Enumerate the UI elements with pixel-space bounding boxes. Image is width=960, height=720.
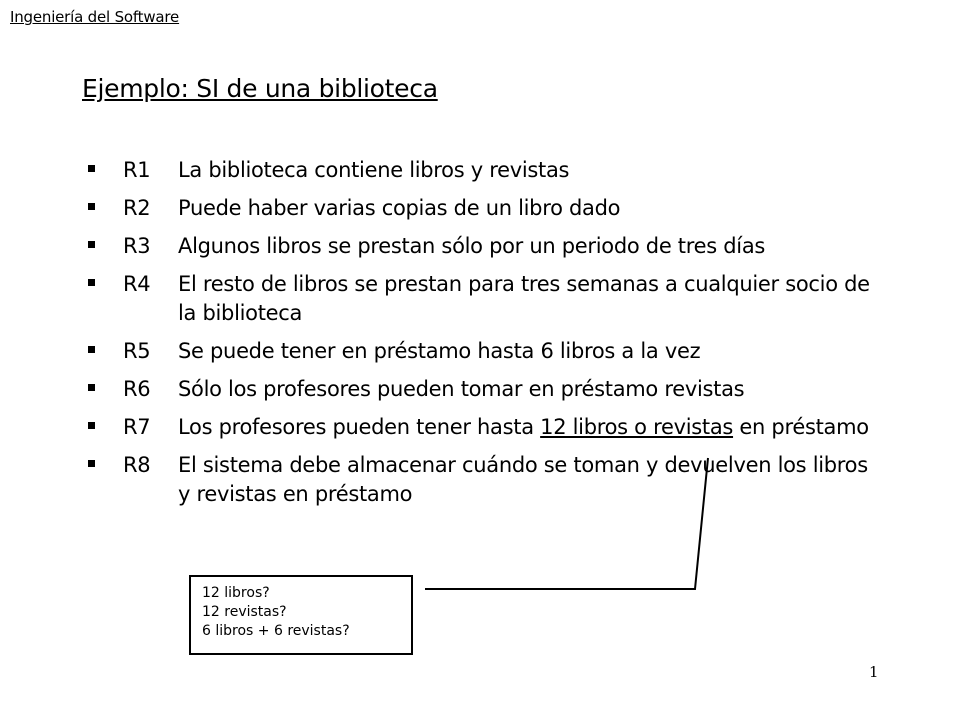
note-line: 6 libros + 6 revistas? <box>202 623 350 639</box>
requirement-r8 <box>85 451 885 509</box>
square-bullet-icon <box>85 270 123 328</box>
note-line: 12 revistas? <box>202 604 287 620</box>
note-line: 12 libros? <box>202 585 270 601</box>
square-bullet-icon <box>85 156 123 185</box>
callout-note-box <box>189 575 413 655</box>
requirement-r3 <box>85 232 885 261</box>
square-bullet-icon <box>85 413 123 442</box>
requirement-id: R8 <box>123 453 151 477</box>
requirement-id: R1 <box>123 158 151 182</box>
requirement-text-start: Los profesores pueden tener hasta <box>178 415 541 439</box>
requirement-id: R6 <box>123 377 151 401</box>
requirement-id: R4 <box>123 272 151 296</box>
requirement-text: El resto de libros se prestan para tres semanas a cualquier socio de la biblioteca <box>178 272 870 325</box>
square-bullet-icon <box>85 451 123 509</box>
requirement-text: Se puede tener en préstamo hasta 6 libros a la vez <box>178 339 701 363</box>
requirement-text: El sistema debe almacenar cuándo se toman y devuelven los libros y revistas en préstamo <box>178 453 868 506</box>
requirement-r1 <box>85 156 885 185</box>
requirement-text: Sólo los profesores pueden tomar en préstamo revistas <box>178 377 745 401</box>
requirement-r5 <box>85 337 885 366</box>
square-bullet-icon <box>85 375 123 404</box>
square-bullet-icon <box>85 232 123 261</box>
square-bullet-icon <box>85 337 123 366</box>
requirement-text <box>178 413 885 442</box>
requirement-text-end: en préstamo <box>733 415 869 439</box>
square-bullet-icon <box>85 194 123 223</box>
page-number: 1 <box>869 663 879 681</box>
slide-title: Ejemplo: SI de una biblioteca <box>82 74 438 103</box>
requirements-list <box>85 156 885 518</box>
requirement-text: La biblioteca contiene libros y revistas <box>178 158 570 182</box>
requirement-id: R7 <box>123 415 151 439</box>
requirement-text-underlined: 12 libros o revistas <box>540 415 734 439</box>
requirement-r4 <box>85 270 885 328</box>
requirement-id: R5 <box>123 339 151 363</box>
requirement-text: Puede haber varias copias de un libro dado <box>178 196 621 220</box>
requirement-id: R2 <box>123 196 151 220</box>
requirement-r2 <box>85 194 885 223</box>
course-header: Ingeniería del Software <box>10 8 180 26</box>
requirement-r7 <box>85 413 885 442</box>
requirement-r6 <box>85 375 885 404</box>
requirement-id: R3 <box>123 234 151 258</box>
requirement-text: Algunos libros se prestan sólo por un periodo de tres días <box>178 234 766 258</box>
